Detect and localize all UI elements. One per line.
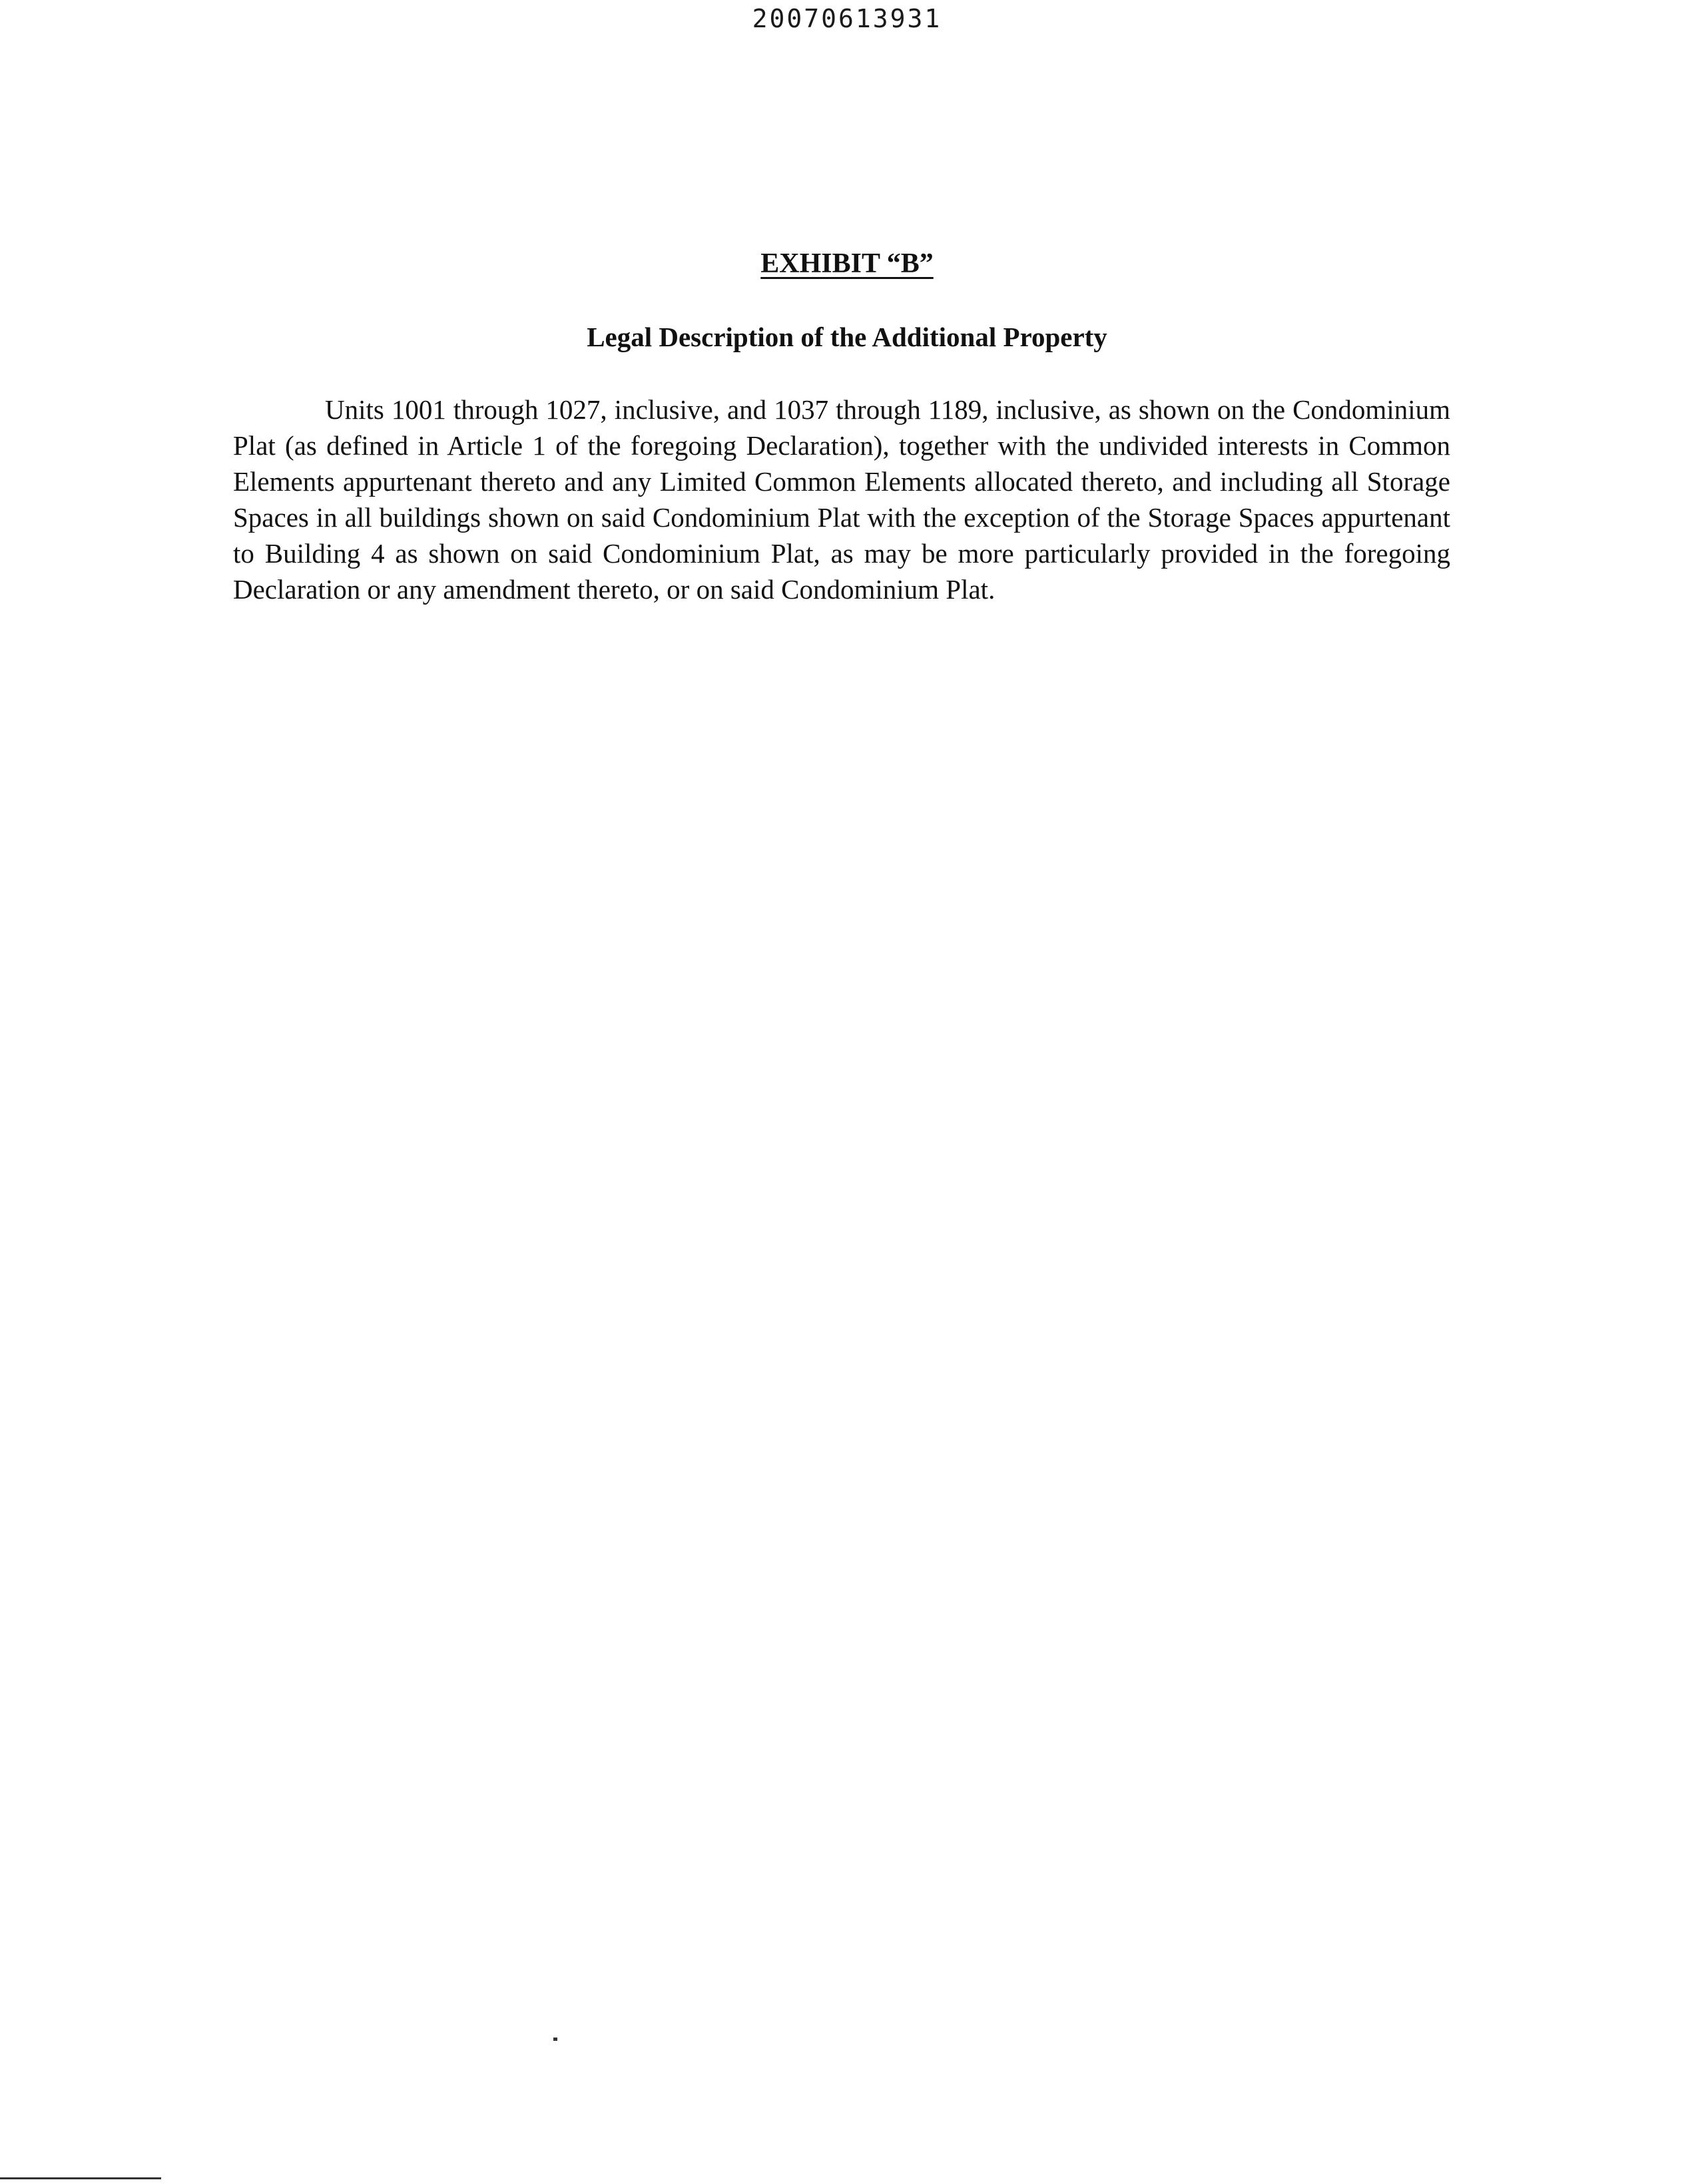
exhibit-title	[0, 248, 1694, 280]
footer-rule	[0, 2177, 161, 2179]
section-heading: Legal Description of the Additional Property	[587, 322, 1107, 352]
legal-description-paragraph: Units 1001 through 1027, inclusive, and 1037 through 1189, inclusive, as shown on the Condominium Plat (as defined in Article 1 of the foregoing Declaration), together with the undivided interests in Common Elements appurtenant thereto and any Limited Common Elements allocated thereto, and including all Storage Spaces in all buildings shown on said Condominium Plat with the exception of the Storage Spaces appurtenant to Building 4 as shown on said Condominium Plat, as may be more particularly provided in the foregoing Declaration or any amendment thereto, or on said Condominium Plat.	[233, 394, 1450, 605]
exhibit-title-text: EXHIBIT “B”	[760, 248, 934, 279]
scan-speck	[553, 2038, 557, 2041]
document-stamp-number: 20070613931	[752, 4, 942, 33]
